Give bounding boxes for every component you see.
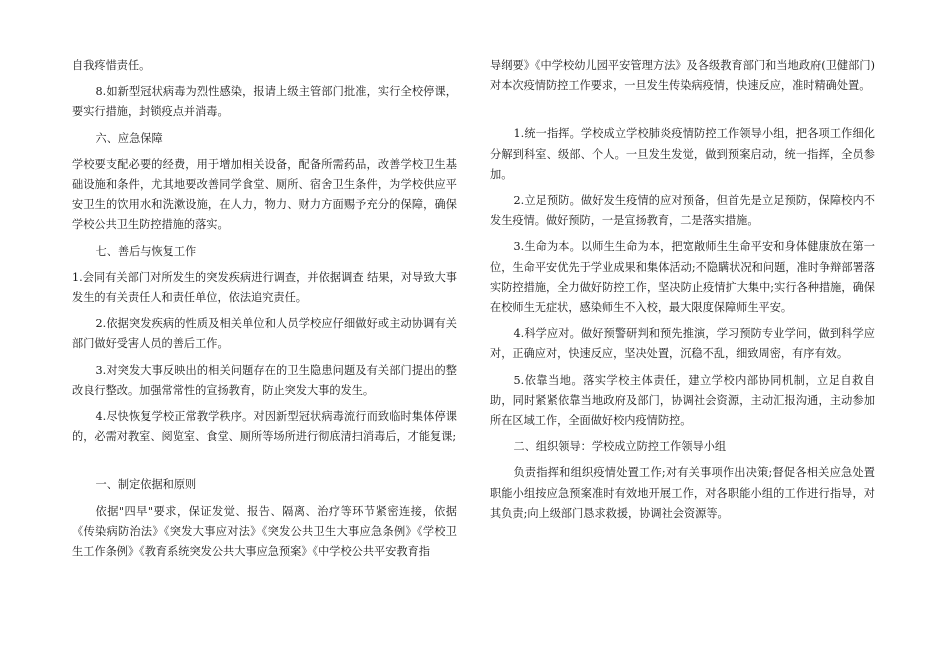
right-column [490, 56, 875, 530]
section-heading: 一、制定依据和原则 [95, 478, 197, 492]
paragraph: 2.立足预防。做好发生疫情的应对预备，但首先是立足预防，保障校内不发生疫情。做好预防，一是宣扬教育，二是落实措施。 [490, 194, 875, 228]
spacer [72, 453, 457, 475]
paragraph: 1.统一指挥。学校成立学校肺炎疫情防控工作领导小组，把各项工作细化分解到科室、级部、个人。一旦发生发觉，做到预案启动，统一指挥，全员参加。 [490, 127, 875, 181]
section-heading: 七、善后与恢复工作 [95, 244, 197, 258]
paragraph: 4.尽快恢复学校正常教学秩序。对因新型冠状病毒流行而致临时集体停课的，必需对教室、阅览室、食堂、厕所等场所进行彻底清扫消毒后，才能复课; [72, 410, 457, 444]
paragraph: 学校要支配必要的经费，用于增加相关设备，配备所需药品，改善学校卫生基础设施和条件，尤其地要改善同学食堂、厕所、宿舍卫生条件，为学校供应平安卫生的饮用水和洗漱设施，在人力，物力、财力方面赐予充分的保障，确保学校公共卫生防控措施的落实。 [72, 157, 457, 232]
paragraph: 依据"四早"要求，保证发觉、报告、隔离、治疗等环节紧密连接，依据《传染病防治法》《突发大事应对法》《突发公共卫生大事应急条例》《学校卫生工作条例》《教育系统突发公共大事应急预案》《中学校公共平安教育指 [72, 504, 457, 559]
paragraph: 5.依靠当地。落实学校主体责任，建立学校内部协同机制，立足自救自助，同时紧紧依靠当地政府及部门，协调社会资源，主动汇报沟通，主动参加所在区域工作，全面做好校内疫情防控。 [490, 373, 875, 428]
section-heading: 六、应急保障 [95, 131, 163, 145]
paragraph: 导纲要》《中学校幼儿园平安管理方法》及各级教育部门和当地政府(卫健部门)对本次疫情防控工作要求，一旦发生传染病疫情，快速反应，准时精确处置。 [490, 59, 875, 93]
paragraph: 8.如新型冠状病毒为烈性感染，报请上级主管部门批准，实行全校停课，要实行措施，封锁疫点并消毒。 [72, 85, 457, 119]
paragraph: 负责指挥和组织疫情处置工作;对有关事项作出决策;督促各相关应急处置职能小组按应急预案准时有效地开展工作，对各职能小组的工作进行指导，对其负责;向上级部门恳求救援，协调社会资源等。 [490, 466, 875, 520]
paragraph: 3.对突发大事反映出的相关问题存在的卫生隐患问题及有关部门提出的整改良行整改。加强常常性的宣扬教育，防止突发大事的发生。 [72, 363, 457, 397]
paragraph: 4.科学应对。做好预警研判和预先推演，学习预防专业学问，做到科学应对，正确应对，快速反应，坚决处置，沉稳不乱，细致周密，有序有效。 [490, 327, 875, 361]
left-column [72, 56, 457, 568]
paragraph: 3.生命为本。以师生生命为本，把宽敞师生生命平安和身体健康放在第一位，生命平安优先于学业成果和集体活动;不隐瞒状况和问题，准时争辩部署落实防控措施，全力做好防控工作，坚决防止疫情扩大集中;实行各种措施，确保在校师生无症状，感染师生不入校，最大限度保障师生平安。 [490, 240, 875, 315]
section-heading: 二、组织领导：学校成立防控工作领导小组 [513, 440, 727, 454]
paragraph: 2.依据突发疾病的性质及相关单位和人员学校应仔细做好或主动协调有关部门做好受害人员的善后工作。 [72, 317, 457, 351]
paragraph: 1.会同有关部门对所发生的突发疾病进行调查，并依据调查 结果，对导致大事发生的有关责任人和责任单位，依法追究责任。 [72, 270, 457, 305]
paragraph: 自我疼惜责任。 [72, 59, 151, 72]
spacer [490, 102, 875, 124]
